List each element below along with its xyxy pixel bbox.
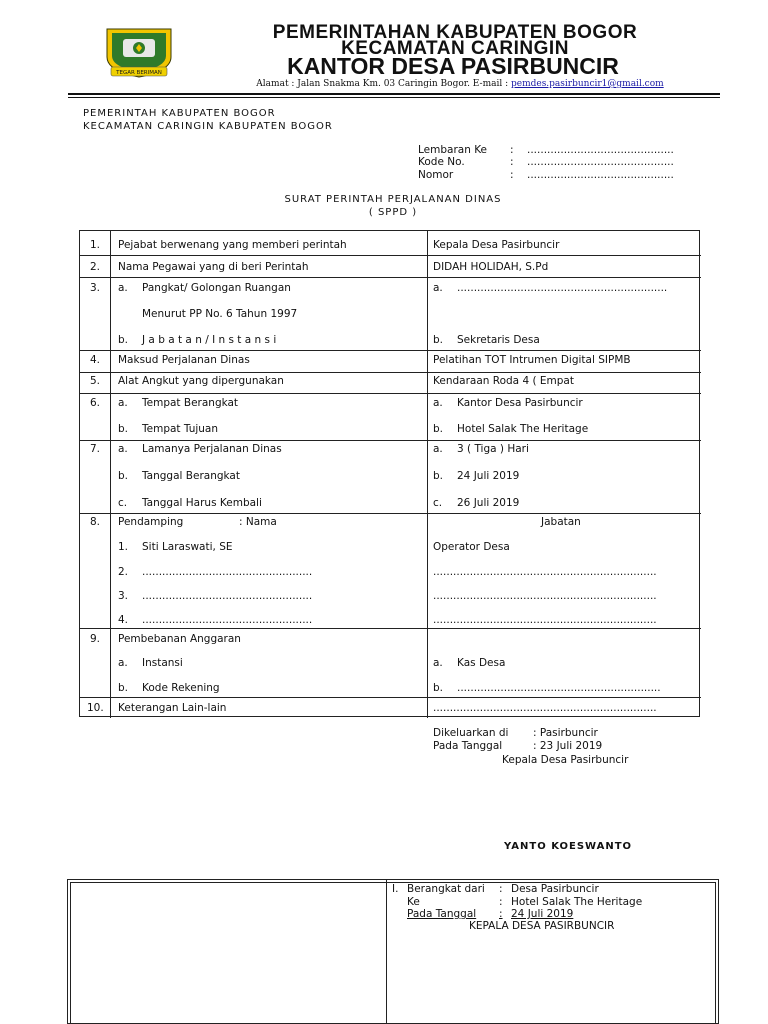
ref-label-kode: Kode No. (418, 156, 465, 168)
table-col-divider (110, 231, 111, 718)
table-row-divider (80, 350, 701, 351)
bogor-regency-logo (103, 27, 175, 79)
table-col-divider (427, 231, 428, 718)
companion-name: ................................................... (142, 566, 313, 578)
row-sub-mark: a. (433, 282, 443, 294)
issued-date-value: : 23 Juli 2019 (533, 740, 603, 752)
row-sub-mark: b. (433, 682, 444, 694)
row-number: 8. (90, 516, 101, 528)
row-sub-mark: b. (118, 423, 129, 435)
companion-number: 2. (118, 566, 129, 578)
row-number: 7. (90, 443, 101, 455)
date-sep: : (499, 908, 503, 920)
issued-date-label: Pada Tanggal (433, 740, 503, 752)
row-label: Lamanya Perjalanan Dinas (142, 443, 282, 455)
logo-motto: TEGAR BERIMAN (116, 70, 162, 76)
row-value: 24 Juli 2019 (457, 470, 520, 482)
row-label-note: Menurut PP No. 6 Tahun 1997 (142, 308, 298, 320)
row-sub-mark: a. (433, 657, 443, 669)
row-label: Pembebanan Anggaran (118, 633, 241, 645)
row-value: 3 ( Tiga ) Hari (457, 443, 529, 455)
row-label: Pejabat berwenang yang memberi perintah (118, 239, 347, 251)
header-rule (68, 93, 720, 95)
departure-sep: : (499, 883, 503, 895)
row-label: Tempat Berangkat (142, 397, 239, 409)
row-value: Pelatihan TOT Intrumen Digital SIPMB (433, 354, 631, 366)
row-label: Pendamping (118, 516, 184, 528)
companion-name: ................................................... (142, 614, 313, 626)
row-label: Kode Rekening (142, 682, 220, 694)
table-row-divider (80, 372, 701, 373)
row-value: Kendaraan Roda 4 ( Empat (433, 375, 574, 387)
letterhead-office: KANTOR DESA PASIRBUNCIR (287, 53, 619, 79)
sender-line2: KECAMATAN CARINGIN KABUPATEN BOGOR (83, 121, 333, 132)
date-label: Pada Tanggal (407, 908, 477, 920)
row-label: Nama Pegawai yang di beri Perintah (118, 261, 309, 273)
ref-sep: : (510, 156, 514, 168)
companion-position: ................................................................... (433, 614, 657, 626)
companion-position: ................................................................... (433, 590, 657, 602)
row-sub-mark: b. (118, 470, 129, 482)
row-value: Sekretaris Desa (457, 334, 540, 346)
row-number: 1. (90, 239, 101, 251)
date-value: 24 Juli 2019 (511, 908, 574, 920)
sender-line1: PEMERINTAH KABUPATEN BOGOR (83, 108, 276, 119)
issuer-office: Kepala Desa Pasirbuncir (502, 754, 629, 766)
row-label: Maksud Perjalanan Dinas (118, 354, 250, 366)
row-sub-mark: a. (433, 397, 443, 409)
row-value: ............................................................. (457, 682, 661, 694)
row-value: ............................................................... (457, 282, 668, 294)
row-value: ................................................................... (433, 702, 657, 714)
ref-value-nomor: ............................................ (527, 169, 674, 181)
ref-sep: : (510, 144, 514, 156)
row-label: Tanggal Harus Kembali (142, 497, 262, 509)
endorsement-office: KEPALA DESA PASIRBUNCIR (469, 920, 615, 932)
ref-value-lembaran: ............................................ (527, 144, 674, 156)
destination-label: Ke (407, 896, 420, 908)
ref-label-lembaran: Lembaran Ke (418, 144, 488, 156)
address-text: Alamat : Jalan Snakma Km. 03 Caringin Bogor. E-mail : (256, 79, 511, 89)
document-title: SURAT PERINTAH PERJALANAN DINAS (284, 194, 502, 205)
companion-position: Operator Desa (433, 541, 510, 553)
row-number: 4. (90, 354, 101, 366)
row-label: Alat Angkut yang dipergunakan (118, 375, 284, 387)
row-value: Kepala Desa Pasirbuncir (433, 239, 560, 251)
companion-number: 3. (118, 590, 129, 602)
row-sub-mark: b. (433, 334, 444, 346)
row-value: 26 Juli 2019 (457, 497, 520, 509)
row-sub-mark: b. (433, 423, 444, 435)
row-value: DIDAH HOLIDAH, S.Pd (433, 261, 549, 273)
table-row-divider (80, 697, 701, 698)
row-sub-mark: b. (118, 682, 129, 694)
header-rule-thin (68, 97, 720, 98)
destination-value: Hotel Salak The Heritage (511, 896, 643, 908)
column-heading-jabatan: Jabatan (541, 516, 581, 528)
row-sub-mark: a. (118, 657, 128, 669)
row-value: Hotel Salak The Heritage (457, 423, 589, 435)
signer-name: YANTO KOESWANTO (504, 841, 633, 852)
row-number: 10. (87, 702, 104, 714)
row-number: 9. (90, 633, 101, 645)
row-sub-mark: a. (433, 443, 443, 455)
letterhead-address (200, 79, 720, 89)
row-number: 2. (90, 261, 101, 273)
ref-value-kode: ............................................ (527, 156, 674, 168)
document-subtitle: ( SPPD ) (368, 207, 418, 218)
table-row-divider (80, 393, 701, 394)
ref-label-nomor: Nomor (418, 169, 454, 181)
row-sub-mark: a. (118, 397, 128, 409)
row-label: Tempat Tujuan (142, 423, 219, 435)
row-value: Kas Desa (457, 657, 506, 669)
row-label: Pangkat/ Golongan Ruangan (142, 282, 291, 294)
endorsement-roman: I. (392, 883, 399, 895)
row-number: 5. (90, 375, 101, 387)
row-label: Instansi (142, 657, 183, 669)
row-label: J a b a t a n / I n s t a n s i (142, 334, 277, 346)
row-sub-mark: a. (118, 282, 128, 294)
issued-place-label: Dikeluarkan di (433, 727, 509, 739)
issued-place-value: : Pasirbuncir (533, 727, 598, 739)
row-sub-mark: c. (433, 497, 443, 509)
table-row-divider (80, 255, 701, 256)
companion-name: Siti Laraswati, SE (142, 541, 233, 553)
row-label: Tanggal Berangkat (142, 470, 240, 482)
row-number: 3. (90, 282, 101, 294)
letterhead-government: PEMERINTAHAN KABUPATEN BOGOR (272, 22, 638, 43)
email-link[interactable]: pemdes.pasirbuncir1@gmail.com (510, 79, 664, 89)
row-label: Keterangan Lain-lain (118, 702, 227, 714)
row-sub-mark: b. (433, 470, 444, 482)
letterhead-district: KECAMATAN CARINGIN (341, 38, 569, 59)
endorsement-divider (386, 879, 387, 1024)
companion-number: 1. (118, 541, 129, 553)
table-row-divider (80, 628, 701, 629)
departure-label: Berangkat dari (407, 883, 485, 895)
table-row-divider (80, 277, 701, 278)
destination-sep: : (499, 896, 503, 908)
ref-sep: : (510, 169, 514, 181)
row-number: 6. (90, 397, 101, 409)
table-row-divider (80, 440, 701, 441)
row-label: : Nama (239, 516, 277, 528)
row-value: Kantor Desa Pasirbuncir (457, 397, 583, 409)
departure-value: Desa Pasirbuncir (511, 883, 599, 895)
row-sub-mark: c. (118, 497, 128, 509)
companion-position: ................................................................... (433, 566, 657, 578)
companion-number: 4. (118, 614, 129, 626)
row-sub-mark: a. (118, 443, 128, 455)
table-row-divider (80, 513, 701, 514)
row-sub-mark: b. (118, 334, 129, 346)
companion-name: ................................................... (142, 590, 313, 602)
